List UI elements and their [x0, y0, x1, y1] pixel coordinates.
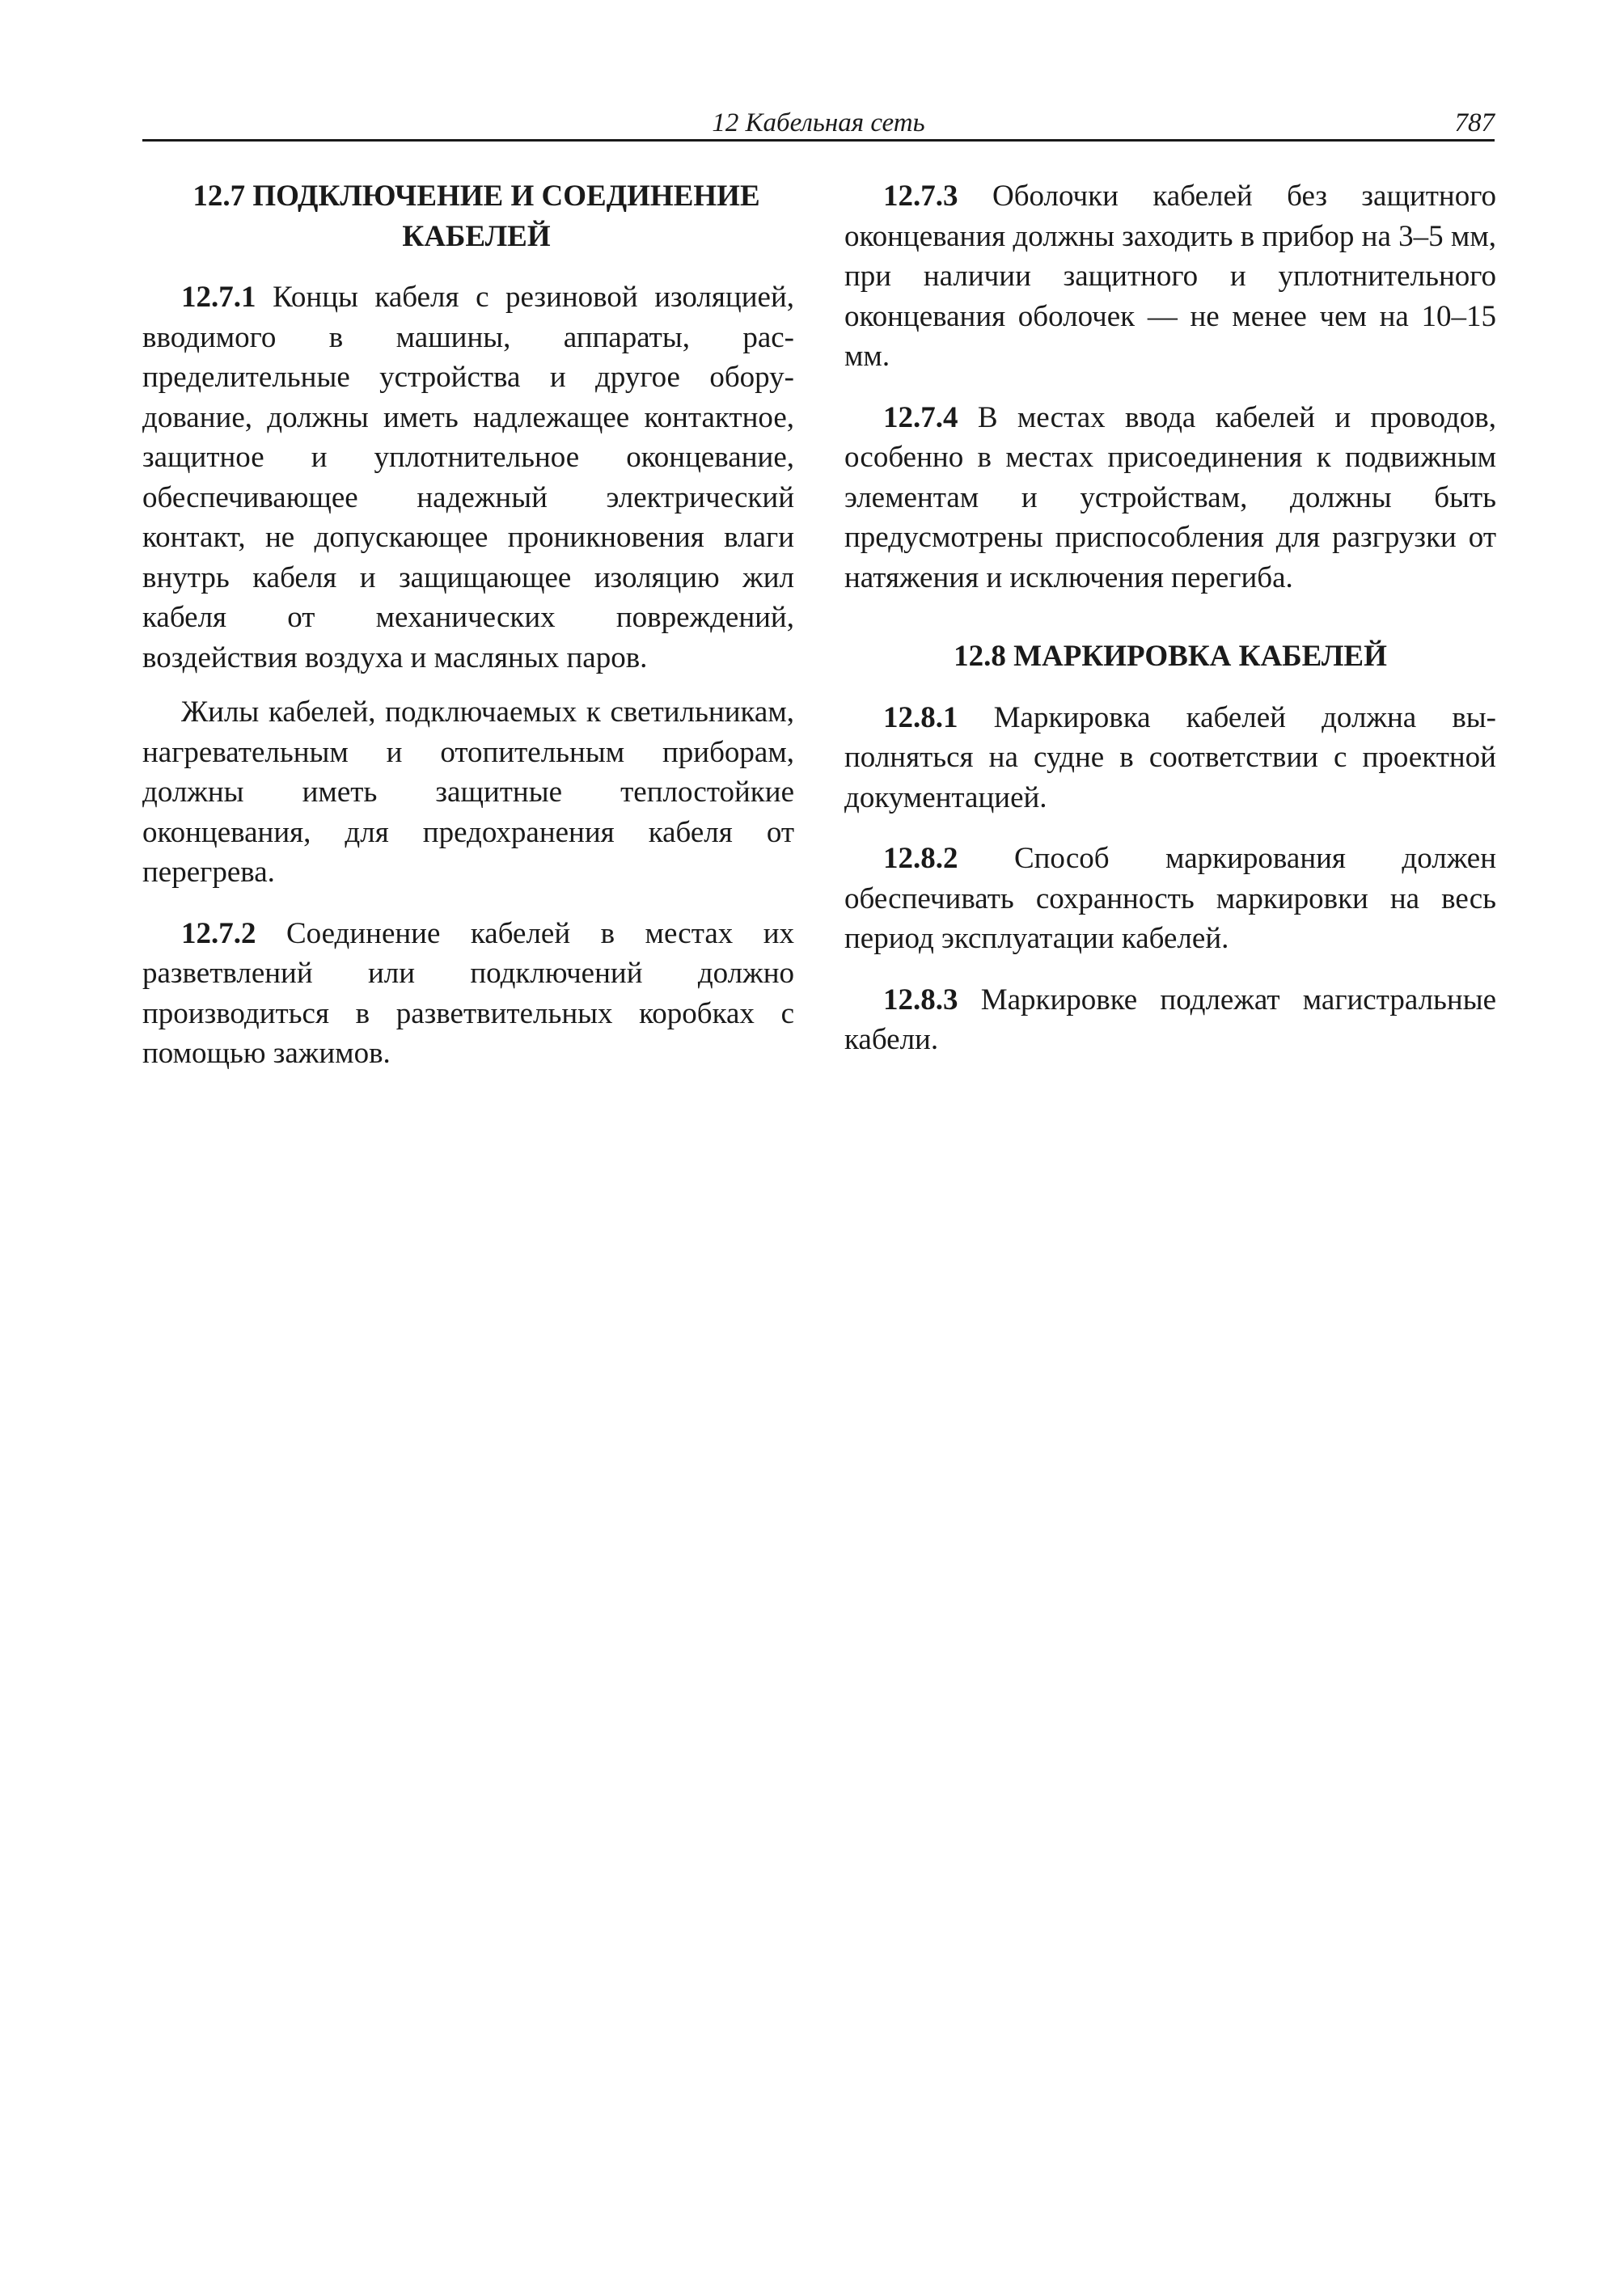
- page-number: 787: [1454, 108, 1495, 137]
- paragraph-12-7-3: [844, 176, 1496, 377]
- clause-number: 12.7.4: [883, 400, 958, 434]
- clause-number: 12.8.3: [883, 983, 958, 1017]
- paragraph-12-7-2: [142, 914, 794, 1074]
- clause-number: 12.7.1: [181, 281, 256, 314]
- clause-text: Концы кабеля с резиновой изоляцией, вводимого в машины, аппараты, распределительные устройства и другое оборудование, должны иметь надлежащее контактное, защитное и уплотнительное оконцевание, обеспечивающее надежный электрический контакт, не допускающее проникновения влаги внутрь кабеля и защищающее изоляцию жил кабеля от механических повреждений, воздействия воздуха и масляных паров.: [142, 281, 794, 674]
- paragraph-12-7-1-continued: Жилы кабелей, подключаемых к светильникам, нагревательным и отопительным приборам, должны иметь защитные теплостойкие оконцевания, для предохранения кабеля от перегрева.: [142, 695, 794, 889]
- section-heading-12-7: 12.7 ПОДКЛЮЧЕНИЕ И СОЕДИНЕНИЕ КАБЕЛЕЙ: [192, 180, 760, 253]
- paragraph-12-8-2: [844, 839, 1496, 959]
- chapter-title: 12 Кабельная сеть: [712, 108, 925, 137]
- clause-text: Маркировке подлежат магистральные кабели.: [844, 983, 1497, 1056]
- right-column: [844, 176, 1496, 1060]
- running-head: [142, 107, 1495, 142]
- clause-number: 12.8.1: [883, 700, 958, 734]
- section-heading-12-8: 12.8 МАРКИРОВКА КАБЕЛЕЙ: [954, 640, 1387, 673]
- paragraph-12-7-4: [844, 398, 1496, 598]
- paragraph-12-7-1: [142, 277, 794, 678]
- clause-text: В местах ввода кабелей и проводов, особенно в местах присоединения к подвижным элементам и устройствам, должны быть предусмотрены приспособления для разгрузки от натяжения и исключения перегиба.: [844, 400, 1496, 594]
- paragraph-12-8-1: [844, 698, 1496, 818]
- left-column: [142, 176, 794, 1074]
- paragraph-12-8-3: [844, 980, 1496, 1060]
- clause-text: Соединение кабелей в местах их разветвлений или подключений должно производиться в разветвительных коробках с помощью зажимов.: [142, 916, 795, 1070]
- clause-number: 12.7.3: [883, 180, 958, 213]
- clause-text: Способ маркирования должен обеспечивать сохранность маркировки на весь период эксплуатации кабелей.: [844, 842, 1496, 955]
- clause-number: 12.7.2: [181, 916, 256, 950]
- clause-text: Оболочки кабелей без защитного оконцевания должны заходить в прибор на 3–5 мм, при наличии защитного и уплотнительного оконцевания оболочек — не менее чем на 10–15 мм.: [844, 180, 1496, 373]
- clause-number: 12.8.2: [883, 842, 958, 875]
- clause-text: Маркировка кабелей должна выполняться на судне в соответствии с проектной документацией.: [844, 700, 1496, 814]
